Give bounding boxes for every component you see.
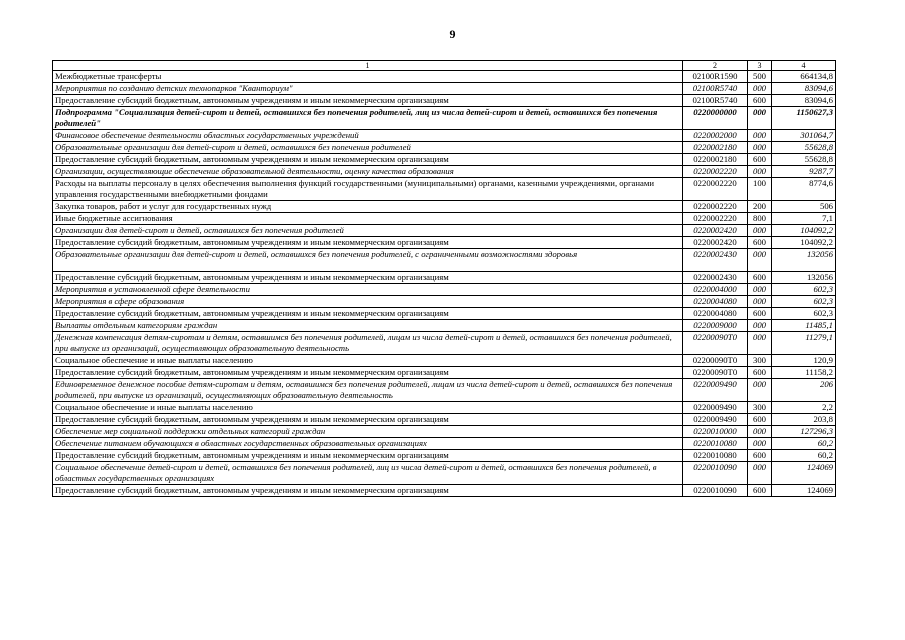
row-name-cell: Иные бюджетные ассигнования xyxy=(53,213,683,225)
row-kvr-cell: 800 xyxy=(748,213,772,225)
row-code-cell: 0220002430 xyxy=(683,249,748,272)
row-code-cell: 0220002000 xyxy=(683,130,748,142)
row-code-cell: 0220010000 xyxy=(683,426,748,438)
row-code-cell: 02200090Т0 xyxy=(683,332,748,355)
row-kvr-cell: 000 xyxy=(748,166,772,178)
row-code-cell: 0220009490 xyxy=(683,379,748,402)
row-code-cell: 0220002220 xyxy=(683,178,748,201)
row-code-cell: 0220004080 xyxy=(683,308,748,320)
table-row xyxy=(53,107,836,130)
row-kvr-cell: 000 xyxy=(748,462,772,485)
header-col-1: 1 xyxy=(53,61,683,71)
table-row xyxy=(53,438,836,450)
row-name-cell: Предоставление субсидий бюджетным, автономным учреждениям и иным некоммерческим организациям xyxy=(53,414,683,426)
row-sum-cell: 11158,2 xyxy=(772,367,836,379)
table-row xyxy=(53,154,836,166)
row-code-cell: 0220010090 xyxy=(683,462,748,485)
row-kvr-cell: 000 xyxy=(748,142,772,154)
table-row xyxy=(53,379,836,402)
row-sum-cell: 602,3 xyxy=(772,284,836,296)
row-name-cell: Расходы на выплаты персоналу в целях обеспечения выполнения функций государственными (муниципальными) органами, казенными учреждениями, органами управления государственными внебюджетными фондами xyxy=(53,178,683,201)
row-code-cell: 0220002430 xyxy=(683,272,748,284)
row-sum-cell: 1150627,3 xyxy=(772,107,836,130)
row-name-cell: Организации, осуществляющие обеспечение образовательной деятельности, оценку качества образования xyxy=(53,166,683,178)
row-kvr-cell: 100 xyxy=(748,178,772,201)
row-sum-cell: 664134,8 xyxy=(772,71,836,83)
header-col-2: 2 xyxy=(683,61,748,71)
row-sum-cell: 83094,6 xyxy=(772,95,836,107)
table-row xyxy=(53,426,836,438)
row-kvr-cell: 600 xyxy=(748,308,772,320)
row-sum-cell: 127296,3 xyxy=(772,426,836,438)
row-kvr-cell: 600 xyxy=(748,237,772,249)
row-kvr-cell: 000 xyxy=(748,320,772,332)
budget-table-body xyxy=(53,61,836,497)
row-code-cell: 0220002180 xyxy=(683,154,748,166)
row-sum-cell: 602,3 xyxy=(772,296,836,308)
row-kvr-cell: 300 xyxy=(748,355,772,367)
row-code-cell: 0220002420 xyxy=(683,225,748,237)
row-name-cell: Межбюджетные трансферты xyxy=(53,71,683,83)
row-kvr-cell: 000 xyxy=(748,379,772,402)
row-name-cell: Организации для детей-сирот и детей, оставшихся без попечения родителей xyxy=(53,225,683,237)
row-code-cell: 0220002220 xyxy=(683,201,748,213)
row-name-cell: Предоставление субсидий бюджетным, автономным учреждениям и иным некоммерческим организациям xyxy=(53,367,683,379)
header-col-4: 4 xyxy=(772,61,836,71)
row-code-cell: 0220002180 xyxy=(683,142,748,154)
row-name-cell: Закупка товаров, работ и услуг для государственных нужд xyxy=(53,201,683,213)
row-kvr-cell: 600 xyxy=(748,450,772,462)
table-row xyxy=(53,225,836,237)
row-name-cell: Социальное обеспечение и иные выплаты населению xyxy=(53,355,683,367)
row-kvr-cell: 000 xyxy=(748,438,772,450)
row-name-cell: Предоставление субсидий бюджетным, автономным учреждениям и иным некоммерческим организациям xyxy=(53,272,683,284)
row-name-cell: Финансовое обеспечение деятельности областных государственных учреждений xyxy=(53,130,683,142)
table-row xyxy=(53,249,836,272)
table-row xyxy=(53,201,836,213)
row-sum-cell: 104092,2 xyxy=(772,225,836,237)
row-code-cell: 0220004080 xyxy=(683,296,748,308)
row-name-cell: Обеспечение питанием обучающихся в областных государственных образовательных организациях xyxy=(53,438,683,450)
row-kvr-cell: 600 xyxy=(748,367,772,379)
row-kvr-cell: 600 xyxy=(748,272,772,284)
row-sum-cell: 124069 xyxy=(772,462,836,485)
table-row xyxy=(53,178,836,201)
row-name-cell: Выплаты отдельным категориям граждан xyxy=(53,320,683,332)
row-sum-cell: 124069 xyxy=(772,485,836,497)
row-name-cell: Предоставление субсидий бюджетным, автономным учреждениям и иным некоммерческим организациям xyxy=(53,95,683,107)
row-sum-cell: 11485,1 xyxy=(772,320,836,332)
table-row xyxy=(53,450,836,462)
row-kvr-cell: 600 xyxy=(748,485,772,497)
row-code-cell: 0220009490 xyxy=(683,402,748,414)
table-row xyxy=(53,142,836,154)
table-row xyxy=(53,367,836,379)
row-name-cell: Социальное обеспечение и иные выплаты населению xyxy=(53,402,683,414)
row-code-cell: 0220010090 xyxy=(683,485,748,497)
table-row xyxy=(53,402,836,414)
table-header-row xyxy=(53,61,836,71)
row-kvr-cell: 000 xyxy=(748,426,772,438)
row-name-cell: Мероприятия по созданию детских технопарков "Кванториум" xyxy=(53,83,683,95)
row-sum-cell: 60,2 xyxy=(772,438,836,450)
row-name-cell: Образовательные организации для детей-сирот и детей, оставшихся без попечения родителей xyxy=(53,142,683,154)
row-name-cell: Единовременное денежное пособие детям-сиротам и детям, оставшимся без попечения родителей, лицам из числа детей-сирот и детей, оставшихся без попечения родителей, при выпуске из организаций, осуществляющих образовательную деятельность xyxy=(53,379,683,402)
row-sum-cell: 132056 xyxy=(772,272,836,284)
table-row xyxy=(53,83,836,95)
row-code-cell: 0220009000 xyxy=(683,320,748,332)
row-sum-cell: 11279,1 xyxy=(772,332,836,355)
row-sum-cell: 83094,6 xyxy=(772,83,836,95)
row-name-cell: Образовательные организации для детей-сирот и детей, оставшихся без попечения родителей, с ограниченными возможностями здоровья xyxy=(53,249,683,272)
row-name-cell: Обеспечение мер социальной поддержки отдельных категорий граждан xyxy=(53,426,683,438)
row-sum-cell: 206 xyxy=(772,379,836,402)
row-sum-cell: 132056 xyxy=(772,249,836,272)
row-sum-cell: 8774,6 xyxy=(772,178,836,201)
row-code-cell: 0220004000 xyxy=(683,284,748,296)
row-sum-cell: 55628,8 xyxy=(772,142,836,154)
row-sum-cell: 506 xyxy=(772,201,836,213)
row-sum-cell: 55628,8 xyxy=(772,154,836,166)
row-code-cell: 0220002220 xyxy=(683,213,748,225)
row-kvr-cell: 500 xyxy=(748,71,772,83)
table-row xyxy=(53,462,836,485)
table-row xyxy=(53,213,836,225)
row-kvr-cell: 000 xyxy=(748,83,772,95)
row-name-cell: Подпрограмма "Социализация детей-сирот и детей, оставшихся без попечения родителей, лиц из числа детей-сирот и детей, оставшихся без попечения родителей" xyxy=(53,107,683,130)
row-name-cell: Предоставление субсидий бюджетным, автономным учреждениям и иным некоммерческим организациям xyxy=(53,237,683,249)
row-sum-cell: 2,2 xyxy=(772,402,836,414)
row-kvr-cell: 600 xyxy=(748,154,772,166)
row-kvr-cell: 000 xyxy=(748,130,772,142)
table-row xyxy=(53,414,836,426)
table-row xyxy=(53,272,836,284)
row-kvr-cell: 300 xyxy=(748,402,772,414)
row-code-cell: 02200090Т0 xyxy=(683,367,748,379)
row-code-cell: 0220009490 xyxy=(683,414,748,426)
row-name-cell: Предоставление субсидий бюджетным, автономным учреждениям и иным некоммерческим организациям xyxy=(53,308,683,320)
table-row xyxy=(53,95,836,107)
row-name-cell: Предоставление субсидий бюджетным, автономным учреждениям и иным некоммерческим организациям xyxy=(53,450,683,462)
row-sum-cell: 7,1 xyxy=(772,213,836,225)
row-code-cell: 0220010080 xyxy=(683,438,748,450)
page-number: 9 xyxy=(449,27,456,41)
table-row xyxy=(53,355,836,367)
table-row xyxy=(53,284,836,296)
row-name-cell: Предоставление субсидий бюджетным, автономным учреждениям и иным некоммерческим организациям xyxy=(53,154,683,166)
row-sum-cell: 60,2 xyxy=(772,450,836,462)
row-code-cell: 02200090Т0 xyxy=(683,355,748,367)
row-code-cell: 02100R5740 xyxy=(683,95,748,107)
table-row xyxy=(53,485,836,497)
row-name-cell: Денежная компенсация детям-сиротам и детям, оставшимся без попечения родителей, лицам из числа детей-сирот и детей, оставшихся без попечения родителей, при выпуске из организаций, осуществляющих образовательную деятельность xyxy=(53,332,683,355)
row-kvr-cell: 200 xyxy=(748,201,772,213)
table-row xyxy=(53,308,836,320)
row-kvr-cell: 600 xyxy=(748,414,772,426)
row-code-cell: 0220002420 xyxy=(683,237,748,249)
table-row xyxy=(53,166,836,178)
row-name-cell: Мероприятия в сфере образования xyxy=(53,296,683,308)
row-code-cell: 0220002220 xyxy=(683,166,748,178)
row-name-cell: Социальное обеспечение детей-сирот и детей, оставшихся без попечения родителей, лиц из числа детей-сирот и детей, оставшихся без попечения родителей, в областных государственных организациях xyxy=(53,462,683,485)
row-kvr-cell: 000 xyxy=(748,225,772,237)
row-kvr-cell: 000 xyxy=(748,107,772,130)
row-sum-cell: 602,3 xyxy=(772,308,836,320)
row-kvr-cell: 000 xyxy=(748,284,772,296)
row-kvr-cell: 600 xyxy=(748,95,772,107)
budget-table xyxy=(52,60,836,497)
table-row xyxy=(53,296,836,308)
row-sum-cell: 301064,7 xyxy=(772,130,836,142)
table-row xyxy=(53,320,836,332)
row-kvr-cell: 000 xyxy=(748,332,772,355)
table-row xyxy=(53,237,836,249)
table-row xyxy=(53,130,836,142)
row-sum-cell: 120,9 xyxy=(772,355,836,367)
row-kvr-cell: 000 xyxy=(748,249,772,272)
header-col-3: 3 xyxy=(748,61,772,71)
row-kvr-cell: 000 xyxy=(748,296,772,308)
row-code-cell: 0220010080 xyxy=(683,450,748,462)
row-sum-cell: 203,8 xyxy=(772,414,836,426)
row-sum-cell: 104092,2 xyxy=(772,237,836,249)
row-sum-cell: 9287,7 xyxy=(772,166,836,178)
table-row xyxy=(53,71,836,83)
row-name-cell: Предоставление субсидий бюджетным, автономным учреждениям и иным некоммерческим организациям xyxy=(53,485,683,497)
row-code-cell: 02100R5740 xyxy=(683,83,748,95)
row-code-cell: 0220000000 xyxy=(683,107,748,130)
row-code-cell: 02100R1590 xyxy=(683,71,748,83)
row-name-cell: Мероприятия в установленной сфере деятельности xyxy=(53,284,683,296)
table-row xyxy=(53,332,836,355)
